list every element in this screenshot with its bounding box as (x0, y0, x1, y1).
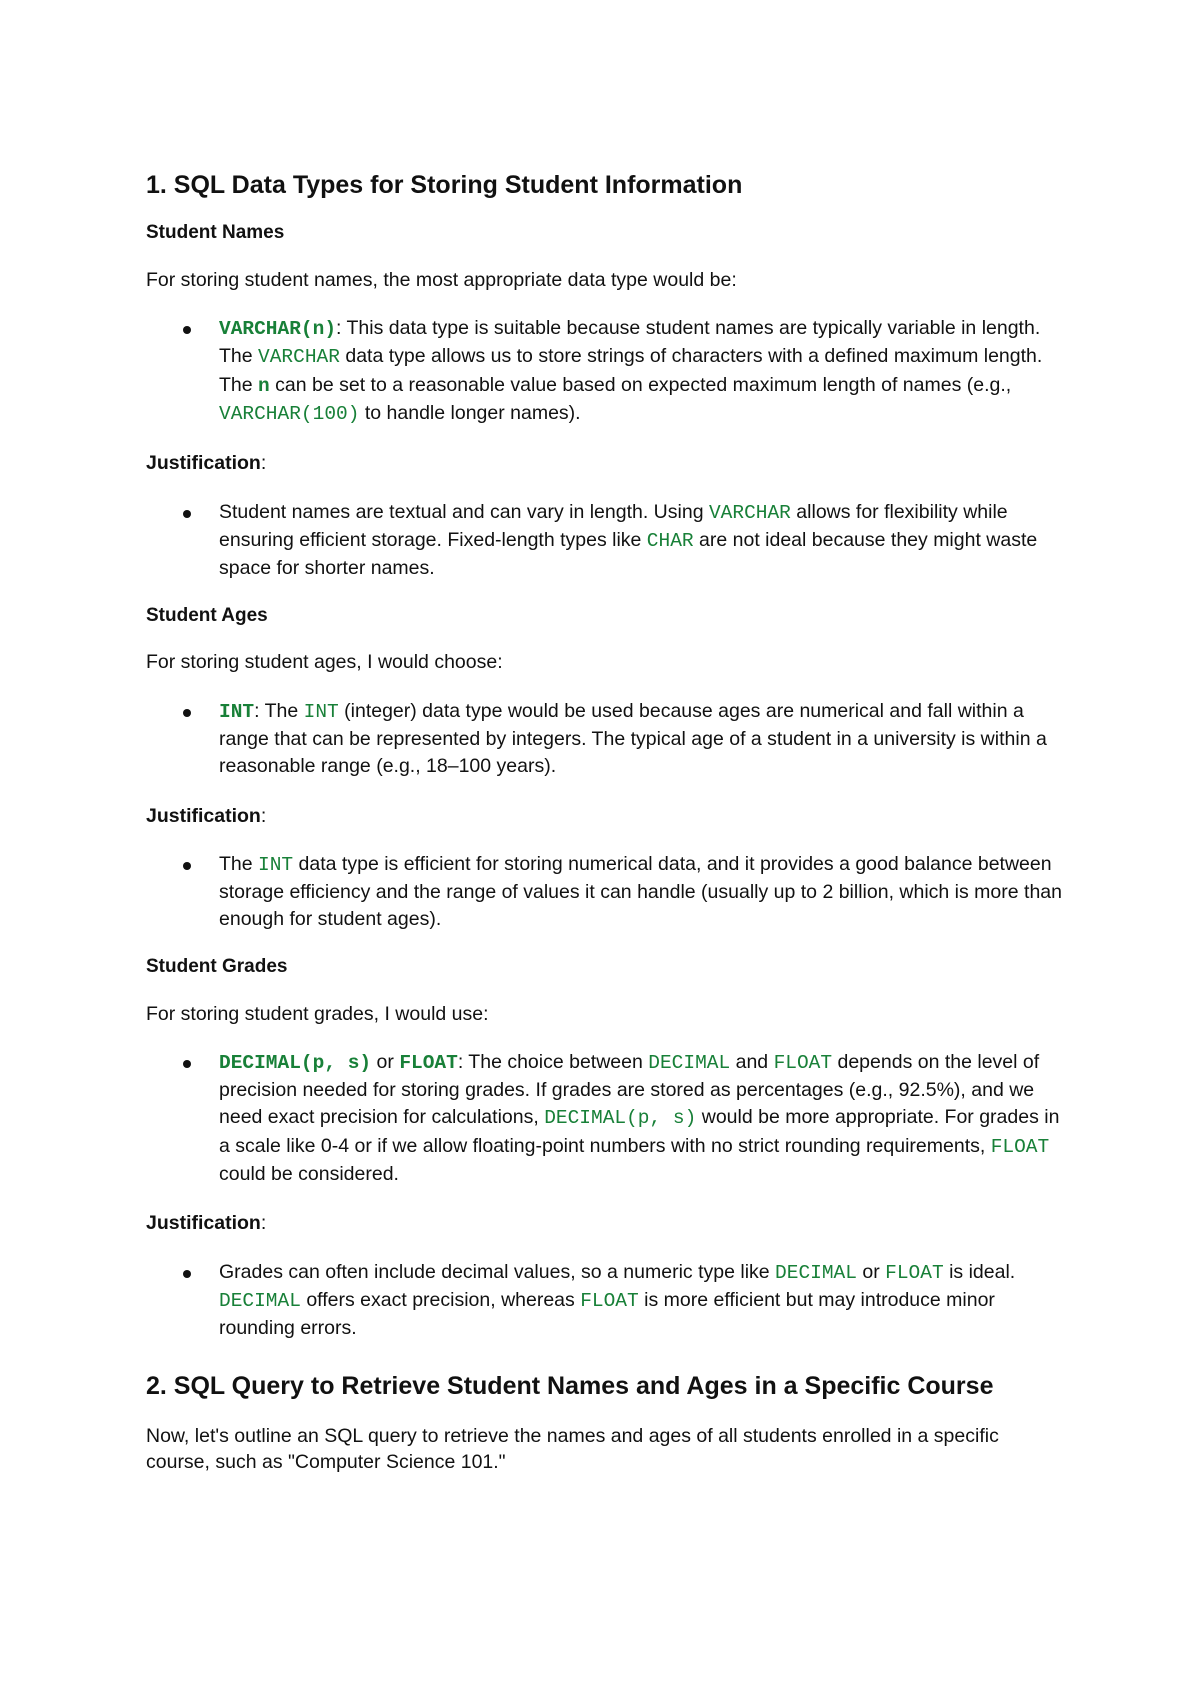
text: is ideal. (943, 1260, 1016, 1283)
text: : The choice between (457, 1050, 649, 1073)
justification-label-text: Justification (146, 804, 261, 827)
ages-heading: Student Ages (146, 604, 268, 626)
code-float: FLOAT (885, 1261, 944, 1284)
code-decimal: DECIMAL (219, 1289, 301, 1312)
text: : The (254, 699, 304, 722)
text: data type allows us to store strings of characters with a defined maximum length. The (219, 345, 1043, 396)
code-float: FLOAT (773, 1051, 833, 1074)
justification-label-text: Justification (146, 452, 261, 475)
code-float: FLOAT (580, 1289, 639, 1312)
grades-justification-list (146, 1259, 1066, 1343)
list-item (219, 851, 1066, 934)
code-varchar-n: VARCHAR(n) (219, 318, 337, 341)
code-float: FLOAT (399, 1051, 458, 1074)
justification-label (146, 450, 1066, 476)
text: data type is efficient for storing numerical data, and it provides a good balance between storage efficiency and the range of values it can handle (usually up to 2 billion, which is more than enough for student ages). (219, 852, 1062, 931)
code-int: INT (258, 853, 294, 876)
list-item (219, 315, 1066, 428)
code-int: INT (219, 700, 255, 723)
section1-title: 1. SQL Data Types for Storing Student Information (146, 171, 743, 199)
names-list (146, 315, 1066, 428)
list-item (219, 1259, 1066, 1343)
ages-justification-list (146, 851, 1066, 934)
list-item (219, 499, 1066, 583)
code-n: n (258, 374, 270, 397)
bullet-icon (183, 1270, 191, 1278)
bullet-icon (183, 1060, 191, 1068)
ages-intro: For storing student ages, I would choose: (146, 651, 503, 674)
grades-intro: For storing student grades, I would use: (146, 1002, 489, 1025)
code-decimal: DECIMAL (775, 1261, 857, 1284)
colon: : (260, 804, 267, 827)
text: The (219, 852, 259, 875)
section2-intro: Now, let's outline an SQL query to retrieve the names and ages of all students enrolled in a specific course, such as "Computer Science 101." (146, 1424, 999, 1473)
text: (integer) data type would be used because ages are numerical and fall within a range that can be represented by integers. The typical age of a student in a university is within a reasonable range (e.g., 18–100 years). (219, 699, 1047, 778)
text: are not ideal because they might waste space for shorter names. (219, 528, 1038, 580)
document-page (146, 170, 1066, 1497)
text: offers exact precision, whereas (300, 1288, 581, 1311)
text: depends on the level of precision needed for storing grades. If grades are stored as percentages (e.g., 92.5%), and we need exact precision for calculations, (219, 1050, 1040, 1129)
ages-list (146, 698, 1066, 781)
justification-label-text: Justification (146, 1212, 261, 1235)
text: or (856, 1260, 886, 1283)
text: would be more appropriate. For grades in a scale like 0-4 or if we allow floating-point numbers with no strict rounding requirements, (219, 1106, 1060, 1157)
text: Student names are textual and can vary in length. Using (219, 500, 709, 523)
names-heading: Student Names (146, 222, 285, 243)
justification-label (146, 803, 1066, 829)
list-item (219, 1049, 1066, 1188)
code-varchar: VARCHAR (258, 346, 340, 369)
bullet-icon (183, 862, 191, 870)
justification-label (146, 1210, 1066, 1236)
text: is more efficient but may introduce minor rounding errors. (219, 1288, 995, 1340)
grades-heading: Student Grades (146, 955, 288, 977)
code-float: FLOAT (990, 1135, 1050, 1158)
text: or (371, 1050, 400, 1073)
names-justification-list (146, 499, 1066, 583)
section2-title: 2. SQL Query to Retrieve Student Names and Ages in a Specific Course (146, 1371, 994, 1400)
code-decimal-ps: DECIMAL(p, s) (544, 1107, 697, 1130)
text: allows for flexibility while ensuring efficient storage. Fixed-length types like (219, 500, 1008, 551)
code-decimal: DECIMAL (648, 1051, 731, 1074)
code-int: INT (303, 700, 339, 723)
names-intro: For storing student names, the most appropriate data type would be: (146, 268, 737, 291)
colon: : (260, 1212, 267, 1235)
bullet-icon (183, 709, 191, 717)
code-varchar: VARCHAR (708, 501, 791, 524)
bullet-icon (183, 510, 191, 518)
text: and (730, 1050, 774, 1073)
code-decimal-ps: DECIMAL(p, s) (219, 1051, 372, 1074)
text: : This data type is suitable because student names are typically variable in length. The (219, 317, 1041, 368)
bullet-icon (183, 326, 191, 334)
list-item (219, 698, 1066, 781)
colon: : (260, 452, 267, 475)
text: to handle longer names). (359, 402, 581, 424)
text: could be considered. (219, 1163, 399, 1185)
text: Grades can often include decimal values, so a numeric type like (219, 1260, 776, 1283)
code-char: CHAR (646, 529, 694, 552)
code-varchar-100: VARCHAR(100) (219, 403, 360, 425)
text: can be set to a reasonable value based on expected maximum length of names (e.g., (269, 373, 1012, 396)
grades-list (146, 1049, 1066, 1188)
